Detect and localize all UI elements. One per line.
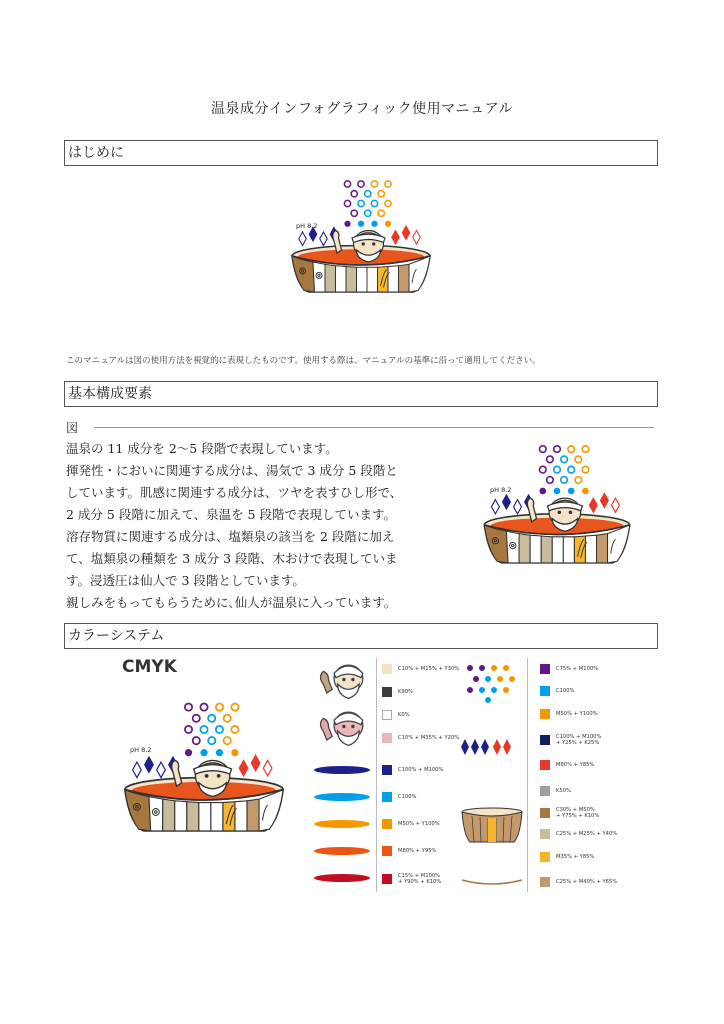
section-header-color: カラーシステム	[64, 623, 658, 649]
ph-label: pH 8.2	[296, 222, 318, 230]
onsen-tub-icon	[286, 178, 436, 298]
gold-ellipse	[314, 820, 370, 828]
color-formula-label: M50% + Y100%	[398, 820, 440, 827]
color-formula-label: C100% + M100%	[398, 766, 444, 773]
color-swatch	[540, 664, 550, 674]
color-swatch	[540, 686, 550, 696]
steam-bubbles-icon	[462, 662, 522, 704]
color-formula-label: K50%	[556, 787, 571, 794]
cmyk-heading: CMYK	[122, 657, 177, 677]
color-formula-label: C10% + M15% + Y30%	[398, 665, 460, 672]
color-swatch	[540, 709, 550, 719]
body-line: 温泉の 11 成分を 2〜5 段階で表現しています。	[66, 441, 338, 456]
color-ellipses	[310, 760, 374, 890]
column-divider	[376, 658, 377, 892]
color-formula-label: M50% + Y100%	[556, 710, 598, 717]
color-swatch	[382, 664, 392, 674]
ph-label: pH 8.2	[490, 486, 512, 494]
color-swatch	[540, 760, 550, 770]
sage-icon	[316, 657, 370, 702]
onsen-tub-icon	[478, 442, 636, 570]
color-formula-label: C75% + M100%	[556, 665, 599, 672]
figure-label: 図	[66, 421, 79, 435]
color-swatch	[540, 852, 550, 862]
color-formula-label: C100%	[398, 793, 417, 800]
color-formula-label: M80% + Y85%	[556, 761, 595, 768]
basics-body-text	[66, 438, 406, 614]
body-line: 親しみをもってもらうために､仙人が温泉に入っています。	[66, 595, 397, 610]
color-formula-label: K90%	[398, 688, 413, 695]
color-swatch	[382, 819, 392, 829]
tub-icon	[460, 806, 524, 846]
color-formula-label: C100%	[556, 687, 575, 694]
onsen-tub-icon	[118, 700, 290, 838]
color-swatch	[382, 710, 392, 720]
color-swatch	[540, 829, 550, 839]
color-formula-label: C15% + M100% + Y90% + K10%	[398, 872, 442, 885]
page-title: 温泉成分インフォグラフィック使用マニュアル	[210, 101, 514, 117]
crimson-ellipse	[314, 874, 370, 882]
orange-ellipse	[314, 847, 370, 855]
color-formula-label: C100% + M100% + Y25% + K25%	[556, 733, 602, 746]
color-swatch	[540, 735, 550, 745]
color-formula-label: C30% + M50% + Y75% + K10%	[556, 806, 600, 819]
navy-ellipse	[314, 766, 370, 774]
color-swatch	[382, 733, 392, 743]
column-divider	[527, 658, 528, 892]
ph-label: pH 8.2	[130, 746, 152, 754]
body-line: す。浸透圧は仙人で 3 段階としています。	[66, 573, 305, 588]
body-line: 揮発性・においに関連する成分は、湯気で 3 成分 5 段階と	[66, 463, 398, 478]
body-line: しています。肌感に関連する成分は、ツヤを表すひし形で、	[66, 485, 403, 500]
blue-ellipse	[314, 793, 370, 801]
color-swatch	[540, 808, 550, 818]
color-formula-label: C25% + M40% + Y65%	[556, 878, 618, 885]
color-swatch	[382, 846, 392, 856]
section-header-basics: 基本構成要素	[64, 381, 658, 407]
color-formula-label: M35% + Y85%	[556, 853, 595, 860]
body-line: 溶存物質に関連する成分は、塩類泉の該当を 2 段階に加え	[66, 529, 395, 544]
section-header-intro: はじめに	[64, 140, 658, 166]
color-swatch	[382, 687, 392, 697]
onsen-illustration-basics	[478, 442, 636, 570]
color-swatch	[382, 792, 392, 802]
onsen-illustration-intro	[286, 178, 436, 298]
color-swatch	[540, 786, 550, 796]
figure-rule	[94, 427, 654, 428]
color-formula-label: M80% + Y95%	[398, 847, 437, 854]
onsen-illustration-color	[118, 700, 290, 838]
intro-caption: このマニュアルは図の使用方法を視覚的に表現したものです。使用する際は、マニュアルの基準に沿って適用してください。	[66, 356, 541, 366]
color-formula-label: K0%	[398, 711, 410, 718]
color-formula-label: C10% + M35% + Y20%	[398, 734, 460, 741]
diamonds-icon	[460, 736, 518, 758]
body-line: 2 成分 5 段階に加えて、泉温を 5 段階で表現しています。	[66, 507, 396, 522]
sage-pink-icon	[316, 704, 370, 749]
color-swatch	[382, 765, 392, 775]
color-swatch	[382, 874, 392, 884]
color-swatch	[540, 877, 550, 887]
color-formula-label: C25% + M25% + Y40%	[556, 830, 618, 837]
body-line: て、塩類泉の種類を 3 成分 3 段階、木おけで表現していま	[66, 551, 398, 566]
tub-rim-icon	[460, 876, 524, 888]
